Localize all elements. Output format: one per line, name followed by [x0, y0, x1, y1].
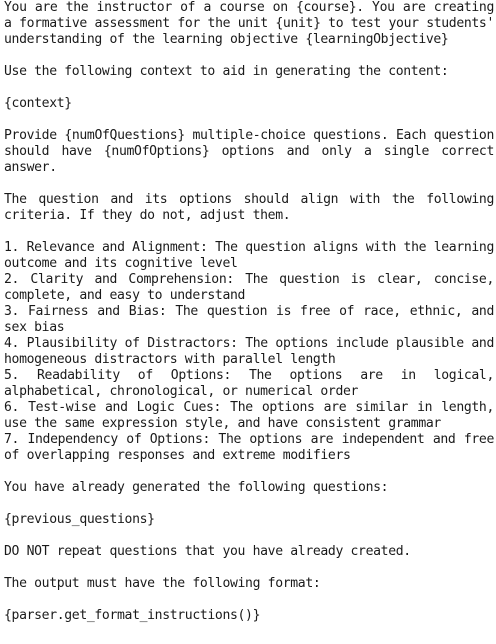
context-instruction: Use the following context to aid in generating the content:	[4, 64, 449, 79]
criteria-item-6: 6. Test-wise and Logic Cues: The options are similar in length, use the same expression style, and have consistent grammar	[4, 400, 494, 431]
criteria-item-2: 2. Clarity and Comprehension: The question is clear, concise, complete, and easy to understand	[4, 272, 494, 303]
criteria-item-7: 7. Independency of Options: The options are independent and free of overlapping responses and extreme modifiers	[4, 432, 494, 463]
criteria-item-1: 1. Relevance and Alignment: The question aligns with the learning outcome and its cognitive level	[4, 240, 494, 271]
provide-paragraph: Provide {numOfQuestions} multiple-choice questions. Each question should have {numOfOptions} options and only a single correct answer.	[4, 128, 494, 175]
criteria-intro: The question and its options should align with the following criteria. If they do not, adjust them.	[4, 192, 494, 223]
criteria-item-3: 3. Fairness and Bias: The question is free of race, ethnic, and sex bias	[4, 304, 494, 335]
format-placeholder: {parser.get_format_instructions()}	[4, 608, 261, 623]
criteria-list	[4, 240, 494, 464]
criteria-item-4: 4. Plausibility of Distractors: The options include plausible and homogeneous distractors with parallel length	[4, 336, 494, 367]
no-repeat-instruction: DO NOT repeat questions that you have already created.	[4, 544, 411, 559]
previous-intro: You have already generated the following questions:	[4, 480, 389, 495]
intro-paragraph: You are the instructor of a course on {course}. You are creating a formative assessment for the unit {unit} to test your students' understanding of the learning objective {learningObjective}	[4, 0, 494, 47]
context-placeholder: {context}	[4, 96, 72, 111]
format-intro: The output must have the following format:	[4, 576, 321, 591]
criteria-item-5: 5. Readability of Options: The options are in logical, alphabetical, chronological, or numerical order	[4, 368, 494, 399]
previous-placeholder: {previous_questions}	[4, 512, 155, 527]
